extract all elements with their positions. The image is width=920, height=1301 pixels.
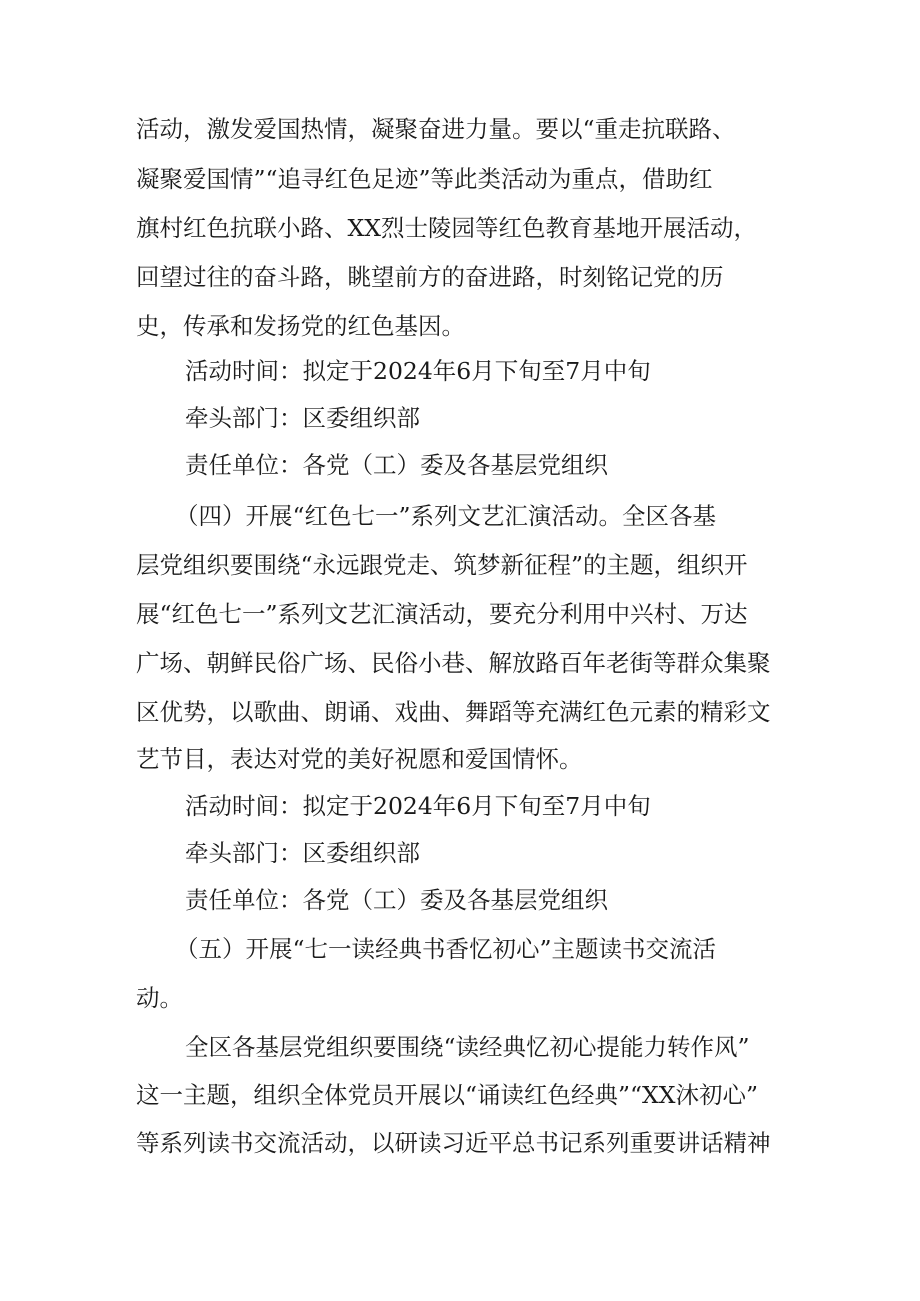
paragraph-line: 区优势，以歌曲、朗诵、戏曲、舞蹈等充满红色元素的精彩文	[136, 698, 771, 726]
section-heading-5: （五）开展“七一读经典书香忆初心”主题读书交流活	[175, 935, 717, 963]
responsible-unit-line: 责任单位：各党（工）委及各基层党组织	[185, 886, 608, 914]
paragraph-line: 全区各基层党组织要围绕“读经典忆初心提能力转作风”	[185, 1033, 750, 1061]
responsible-unit-line: 责任单位：各党（工）委及各基层党组织	[185, 451, 608, 479]
paragraph-line: 层党组织要围绕“永远跟党走、筑梦新征程”的主题，组织开	[136, 551, 748, 579]
paragraph-line: 史，传承和发扬党的红色基因。	[136, 312, 465, 340]
paragraph-line: 凝聚爱国情”“追寻红色足迹”等此类活动为重点，借助红	[136, 165, 713, 193]
paragraph-line: 这一主题，组织全体党员开展以“诵读红色经典”“XX沐初心”	[136, 1081, 759, 1109]
paragraph-line: 艺节目，表达对党的美好祝愿和爱国情怀。	[136, 745, 583, 773]
paragraph-line: 回望过往的奋斗路，眺望前方的奋进路，时刻铭记党的历	[136, 263, 724, 291]
activity-time-line: 活动时间：拟定于2024年6月下旬至7月中旬	[185, 792, 651, 820]
paragraph-line: 动。	[136, 984, 183, 1012]
paragraph-line: 旗村红色抗联小路、XX烈士陵园等红色教育基地开展活动，	[136, 214, 757, 242]
paragraph-line: 等系列读书交流活动，以研读习近平总书记系列重要讲话精神	[136, 1129, 771, 1157]
lead-department-line: 牵头部门：区委组织部	[185, 839, 420, 867]
section-heading-4: （四）开展“红色七一”系列文艺汇演活动。全区各基	[175, 502, 717, 530]
paragraph-line: 广场、朝鲜民俗广场、民俗小巷、解放路百年老街等群众集聚	[136, 649, 771, 677]
lead-department-line: 牵头部门：区委组织部	[185, 404, 420, 432]
paragraph-line: 展“红色七一”系列文艺汇演活动，要充分利用中兴村、万达	[136, 600, 748, 628]
paragraph-line: 活动，激发爱国热情，凝聚奋进力量。要以“重走抗联路、	[136, 115, 736, 143]
activity-time-line: 活动时间：拟定于2024年6月下旬至7月中旬	[185, 357, 651, 385]
